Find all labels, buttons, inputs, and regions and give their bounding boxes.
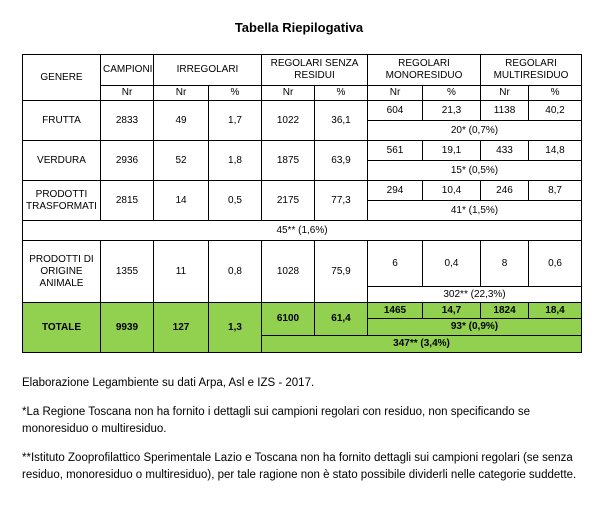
genere-cell: FRUTTA — [23, 101, 101, 141]
not-detailed-izs-cell: 302** (22,3%) — [368, 287, 582, 303]
table-title: Tabella Riepilogativa — [234, 20, 364, 35]
subheader-nr: Nr — [368, 86, 423, 101]
campioni-cell: 2936 — [101, 141, 154, 181]
irregolari-pct-cell: 0,8 — [209, 241, 262, 303]
campioni-cell: 1355 — [101, 241, 154, 303]
table-row-animale — [23, 241, 582, 287]
monoresiduo-nr-cell: 561 — [368, 141, 423, 161]
header-monoresiduo: REGOLARI MONORESIDUO — [368, 55, 481, 86]
irregolari-nr-cell: 49 — [154, 101, 209, 141]
genere-cell: PRODOTTI TRASFORMATI — [23, 181, 101, 221]
monoresiduo-pct-cell: 0,4 — [423, 241, 481, 287]
multiresiduo-pct-cell: 14,8 — [529, 141, 582, 161]
subheader-pct: % — [529, 86, 582, 101]
header-multiresiduo: REGOLARI MULTIRESIDUO — [481, 55, 582, 86]
header-irregolari: IRREGOLARI — [154, 55, 262, 86]
campioni-cell: 2833 — [101, 101, 154, 141]
footnote-single-asterisk: *La Regione Toscana non ha fornito i dettagli sui campioni regolari con residuo, non specificando se monoresiduo o multiresiduo. — [22, 406, 531, 435]
header-row — [23, 55, 582, 86]
header-senza-residui: REGOLARI SENZA RESIDUI — [262, 55, 368, 86]
multiresiduo-pct-cell: 18,4 — [529, 303, 582, 319]
monoresiduo-pct-cell: 21,3 — [423, 101, 481, 121]
not-detailed-cell: 20* (0,7%) — [368, 121, 582, 141]
table-row-frutta — [23, 101, 582, 121]
not-detailed-cell: 15* (0,5%) — [368, 161, 582, 181]
genere-cell: PRODOTTI DI ORIGINE ANIMALE — [23, 241, 101, 303]
senza-residui-nr-cell: 1022 — [262, 101, 315, 141]
irregolari-nr-cell: 52 — [154, 141, 209, 181]
table-row-verdura — [23, 141, 582, 161]
senza-residui-pct-cell: 77,3 — [315, 181, 368, 221]
senza-residui-pct-cell: 63,9 — [315, 141, 368, 181]
monoresiduo-pct-cell: 14,7 — [423, 303, 481, 319]
senza-residui-pct-cell: 36,1 — [315, 101, 368, 141]
subheader-pct: % — [209, 86, 262, 101]
senza-residui-pct-cell: 75,9 — [315, 241, 368, 303]
senza-residui-nr-cell: 1875 — [262, 141, 315, 181]
senza-residui-nr-cell: 2175 — [262, 181, 315, 221]
summary-table — [22, 54, 582, 353]
multiresiduo-pct-cell: 0,6 — [529, 241, 582, 287]
source-note: Elaborazione Legambiente su dati Arpa, Asl e IZS - 2017. — [22, 377, 315, 389]
table-row-totale — [23, 303, 582, 319]
senza-residui-nr-cell: 1028 — [262, 241, 315, 303]
subheader-nr: Nr — [154, 86, 209, 101]
monoresiduo-nr-cell: 294 — [368, 181, 423, 201]
subheader-pct: % — [423, 86, 481, 101]
irregolari-nr-cell: 11 — [154, 241, 209, 303]
genere-cell: TOTALE — [23, 303, 101, 353]
subheader-row — [23, 86, 582, 101]
subheader-nr: Nr — [101, 86, 154, 101]
monoresiduo-pct-cell: 10,4 — [423, 181, 481, 201]
senza-residui-pct-cell: 61,4 — [315, 303, 368, 336]
subheader-nr: Nr — [481, 86, 529, 101]
not-detailed-cell: 41* (1,5%) — [368, 201, 582, 221]
multiresiduo-nr-cell: 1824 — [481, 303, 529, 319]
notes — [22, 375, 582, 496]
campioni-cell: 2815 — [101, 181, 154, 221]
not-detailed-cell: 93* (0,9%) — [368, 319, 582, 336]
not-detailed-izs-cell: 45** (1,6%) — [23, 221, 582, 241]
campioni-cell: 9939 — [101, 303, 154, 353]
irregolari-nr-cell: 127 — [154, 303, 209, 353]
subheader-nr: Nr — [262, 86, 315, 101]
multiresiduo-pct-cell: 40,2 — [529, 101, 582, 121]
table-row-trasformati — [23, 181, 582, 201]
header-genere: GENERE — [23, 55, 101, 101]
multiresiduo-nr-cell: 433 — [481, 141, 529, 161]
multiresiduo-nr-cell: 8 — [481, 241, 529, 287]
irregolari-pct-cell: 1,7 — [209, 101, 262, 141]
table-row-trasformati-nd2 — [23, 221, 582, 241]
monoresiduo-nr-cell: 1465 — [368, 303, 423, 319]
senza-residui-nr-cell: 6100 — [262, 303, 315, 336]
monoresiduo-nr-cell: 6 — [368, 241, 423, 287]
genere-cell: VERDURA — [23, 141, 101, 181]
header-campioni: CAMPIONI — [101, 55, 154, 86]
irregolari-pct-cell: 1,8 — [209, 141, 262, 181]
monoresiduo-nr-cell: 604 — [368, 101, 423, 121]
irregolari-pct-cell: 0,5 — [209, 181, 262, 221]
multiresiduo-nr-cell: 246 — [481, 181, 529, 201]
multiresiduo-nr-cell: 1138 — [481, 101, 529, 121]
subheader-pct: % — [315, 86, 368, 101]
irregolari-pct-cell: 1,3 — [209, 303, 262, 353]
multiresiduo-pct-cell: 8,7 — [529, 181, 582, 201]
monoresiduo-pct-cell: 19,1 — [423, 141, 481, 161]
not-detailed-izs-cell: 347** (3,4%) — [262, 336, 582, 353]
irregolari-nr-cell: 14 — [154, 181, 209, 221]
footnote-double-asterisk: **Istituto Zooprofilattico Sperimentale Lazio e Toscana non ha fornito dettagli sui campioni regolari (se senza residuo, monoresiduo o multiresiduo), per tale ragione non è stato possibile dividerli nelle categorie suddette. — [22, 452, 577, 481]
